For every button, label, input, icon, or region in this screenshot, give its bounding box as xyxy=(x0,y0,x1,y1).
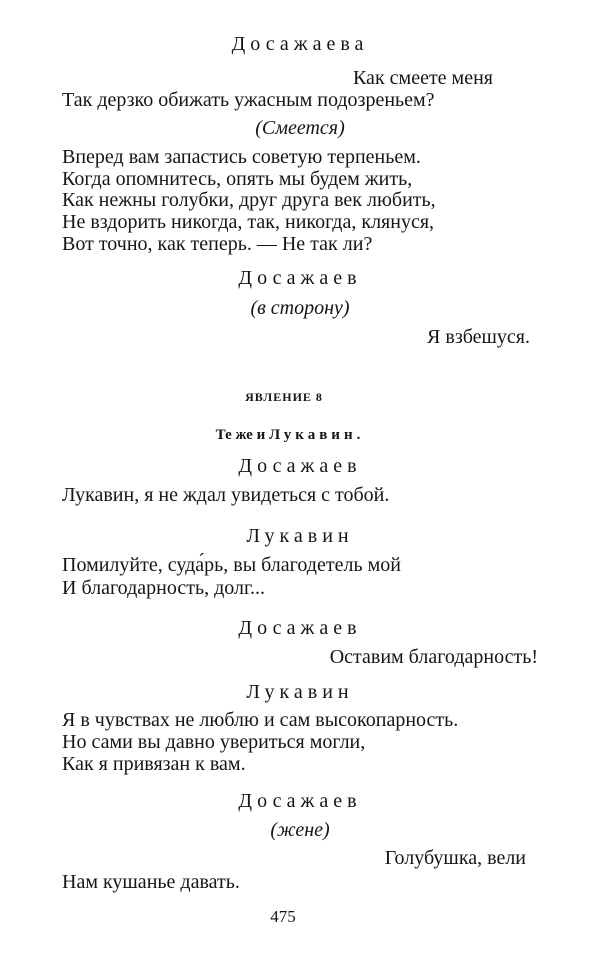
page-number: 475 xyxy=(270,907,296,926)
speaker-name: Лукавин xyxy=(246,525,354,547)
verse-line: Лукавин, я не ждал увидеться с тобой. xyxy=(62,484,390,506)
speaker-name: Лукавин xyxy=(246,681,354,703)
speaker-name: Досажаева xyxy=(231,33,369,55)
verse-line: Вперед вам запастись советую терпеньем. xyxy=(62,146,421,168)
verse-line: Оставим благодарность! xyxy=(329,646,538,668)
cast-prefix: Те же и xyxy=(215,427,266,443)
verse-line: Я взбешуся. xyxy=(427,326,530,348)
verse-line: Но сами вы давно увериться могли, xyxy=(62,731,366,753)
verse-line: Вот точно, как теперь. — Не так ли? xyxy=(62,233,373,255)
speaker-name: Досажаев xyxy=(238,790,362,812)
verse-line: Голубушка, вели xyxy=(384,847,526,869)
stage-direction: (Смеется) xyxy=(255,117,345,139)
verse-line: Когда опомнитесь, опять мы будем жить, xyxy=(62,168,413,190)
verse-line: Я в чувствах не люблю и сам высокопарность. xyxy=(62,709,459,731)
scene-cast xyxy=(0,423,590,447)
stage-direction: (жене) xyxy=(270,819,330,841)
speaker-name: Досажаев xyxy=(238,455,362,477)
cast-name: Лукавин. xyxy=(268,427,365,443)
verse-line: И благодарность, долг... xyxy=(62,577,265,599)
verse-line: Как я привязан к вам. xyxy=(62,753,246,775)
stage-direction: (в сторону) xyxy=(250,297,350,319)
speaker-name: Досажаев xyxy=(238,267,362,289)
verse-line: Не вздорить никогда, так, никогда, клянуся, xyxy=(62,211,435,233)
verse-line: Как нежны голубки, друг друга век любить, xyxy=(62,189,436,211)
verse-line: Так дерзко обижать ужасным подозреньем? xyxy=(62,89,435,111)
verse-line: Как смеете меня xyxy=(352,67,493,89)
verse-line: Нам кушанье давать. xyxy=(62,871,240,893)
verse-line: Помилуйте, суда́рь, вы благодетель мой xyxy=(62,554,401,576)
scene-title: ЯВЛЕНИЕ 8 xyxy=(245,390,323,404)
speaker-name: Досажаев xyxy=(238,617,362,639)
